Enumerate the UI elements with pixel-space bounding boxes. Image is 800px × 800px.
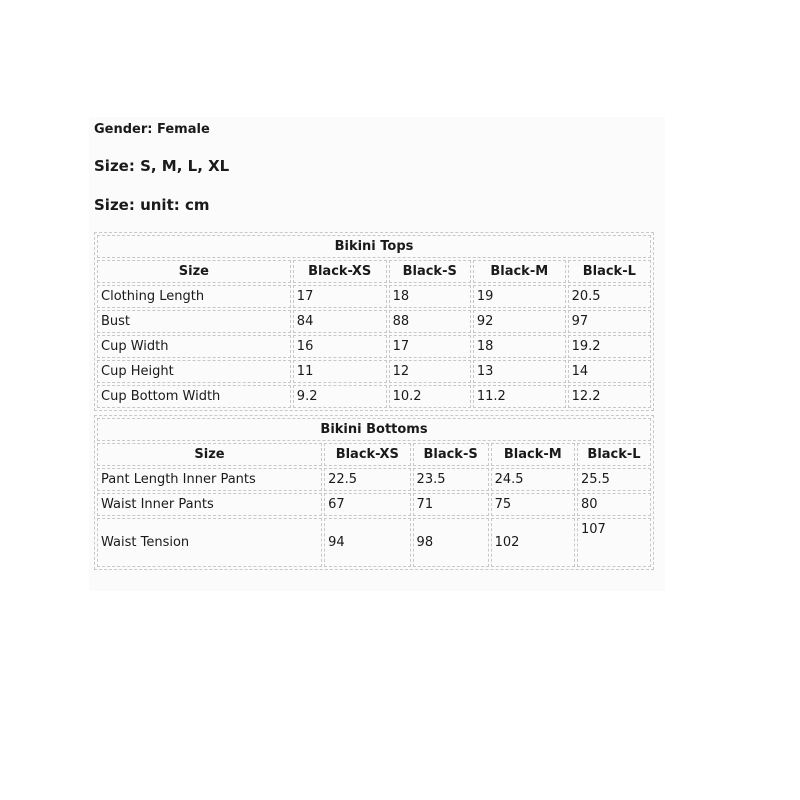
table-cell: 13 — [473, 360, 566, 383]
unit-line: Size: unit: cm — [94, 196, 210, 214]
table-cell: 98 — [413, 518, 489, 567]
column-header: Black-S — [413, 443, 489, 466]
table-cell: 88 — [389, 310, 471, 333]
table-cell: 18 — [389, 285, 471, 308]
table-cell: 94 — [324, 518, 410, 567]
gender-line: Gender: Female — [94, 122, 210, 137]
column-header: Size — [97, 260, 291, 283]
table-cell: 11.2 — [473, 385, 566, 408]
table-cell: 12.2 — [568, 385, 651, 408]
table-caption: Bikini Bottoms — [97, 418, 651, 441]
table-cell: 71 — [413, 493, 489, 516]
column-header: Black-L — [568, 260, 651, 283]
table-row — [97, 285, 651, 308]
table-cell: 102 — [491, 518, 575, 567]
table-cell: 25.5 — [577, 468, 651, 491]
table-cell: 67 — [324, 493, 410, 516]
table-cell: 24.5 — [491, 468, 575, 491]
table-cell: 11 — [293, 360, 387, 383]
size-list-line: Size: S, M, L, XL — [94, 157, 230, 175]
bikini-bottoms-table — [94, 415, 654, 570]
table-caption: Bikini Tops — [97, 235, 651, 258]
table-header-row — [97, 443, 651, 466]
table-header-row — [97, 260, 651, 283]
table-row — [97, 310, 651, 333]
row-label: Clothing Length — [97, 285, 291, 308]
table-cell: 16 — [293, 335, 387, 358]
row-label: Cup Height — [97, 360, 291, 383]
table-cell: 80 — [577, 493, 651, 516]
table-row — [97, 493, 651, 516]
row-label: Waist Tension — [97, 518, 322, 567]
table-cell: 14 — [568, 360, 651, 383]
table-row — [97, 468, 651, 491]
table-cell: 107 — [577, 518, 651, 567]
table-cell: 97 — [568, 310, 651, 333]
table-cell: 19.2 — [568, 335, 651, 358]
table-row — [97, 335, 651, 358]
bikini-tops-table — [94, 232, 654, 411]
table-cell: 92 — [473, 310, 566, 333]
row-label: Waist Inner Pants — [97, 493, 322, 516]
column-header: Black-XS — [293, 260, 387, 283]
table-cell: 12 — [389, 360, 471, 383]
table-cell: 17 — [293, 285, 387, 308]
column-header: Size — [97, 443, 322, 466]
table-cell: 17 — [389, 335, 471, 358]
table-cell: 9.2 — [293, 385, 387, 408]
table-cell: 23.5 — [413, 468, 489, 491]
row-label: Bust — [97, 310, 291, 333]
table-cell: 10.2 — [389, 385, 471, 408]
table-cell: 22.5 — [324, 468, 410, 491]
column-header: Black-L — [577, 443, 651, 466]
table-cell: 20.5 — [568, 285, 651, 308]
row-label: Cup Bottom Width — [97, 385, 291, 408]
column-header: Black-M — [473, 260, 566, 283]
column-header: Black-S — [389, 260, 471, 283]
table-cell: 75 — [491, 493, 575, 516]
row-label: Pant Length Inner Pants — [97, 468, 322, 491]
table-cell: 19 — [473, 285, 566, 308]
column-header: Black-XS — [324, 443, 410, 466]
table-cell: 84 — [293, 310, 387, 333]
column-header: Black-M — [491, 443, 575, 466]
table-row — [97, 360, 651, 383]
row-label: Cup Width — [97, 335, 291, 358]
table-row — [97, 518, 651, 567]
table-cell: 18 — [473, 335, 566, 358]
table-row — [97, 385, 651, 408]
